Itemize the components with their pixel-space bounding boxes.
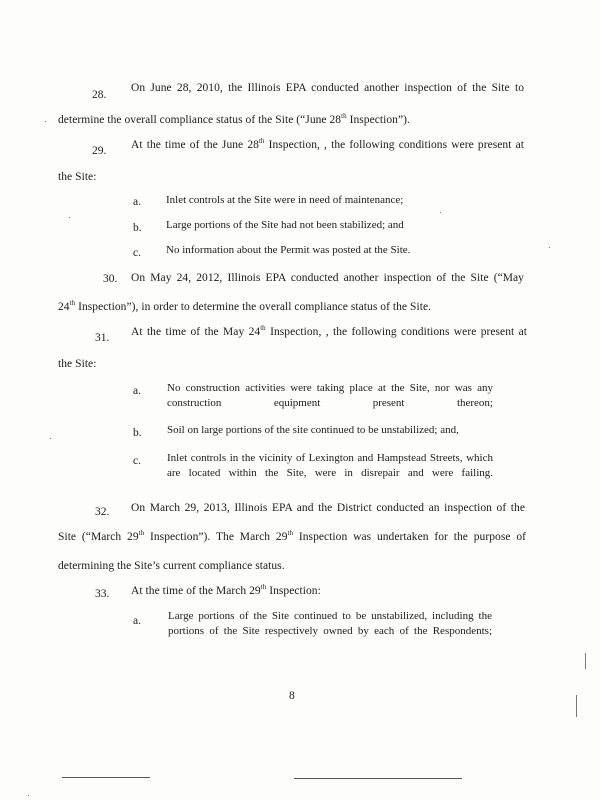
paragraph-29-item-a-text: Inlet controls at the Site were in need of maintenance; bbox=[166, 194, 404, 206]
paragraph-30-line-2: 24th Inspection”), in order to determine the overall compliance status of the Site. bbox=[58, 299, 432, 313]
paragraph-32-line-2: Site (“March 29th Inspection”). The March 29th Inspection was undertaken for the purpose of bbox=[58, 529, 526, 543]
paragraph-number-31: 31. bbox=[95, 332, 110, 344]
footer-rule-left bbox=[62, 777, 150, 778]
scan-speck bbox=[440, 212, 441, 213]
paragraph-31-item-a-letter: a. bbox=[133, 385, 141, 397]
paragraph-number-33: 33. bbox=[95, 588, 110, 600]
paragraph-30-line-1: On May 24, 2012, Illinois EPA conducted another inspection of the Site (“May bbox=[131, 272, 524, 284]
paragraph-29-item-a-letter: a. bbox=[133, 196, 141, 208]
paragraph-number-29: 29. bbox=[92, 145, 107, 157]
paragraph-31-item-c-letter: c. bbox=[133, 455, 141, 467]
paragraph-28-line-1: On June 28, 2010, the Illinois EPA conducted another inspection of the Site to bbox=[131, 82, 524, 94]
paragraph-33-item-a-text: Large portions of the Site continued to be unstabilized, including the portions of the Site respectively owned by each of the Respondents; bbox=[168, 610, 492, 637]
paragraph-29-item-b-text: Large portions of the Site had not been stabilized; and bbox=[166, 219, 404, 231]
paragraph-31-item-b-letter: b. bbox=[133, 427, 142, 439]
paragraph-29-item-b-letter: b. bbox=[133, 222, 142, 234]
scan-speck bbox=[69, 217, 70, 218]
paragraph-number-30: 30. bbox=[103, 273, 118, 285]
footer-rule-right bbox=[294, 778, 462, 779]
paragraph-31-item-a-text: No construction activities were taking place at the Site, nor was any construction equipment present thereon; bbox=[167, 382, 493, 409]
scan-speck bbox=[549, 247, 550, 248]
paragraph-number-32: 32. bbox=[95, 506, 110, 518]
paragraph-32-line-1: On March 29, 2013, Illinois EPA and the District conducted an inspection of the bbox=[131, 502, 525, 514]
paragraph-29-item-c-letter: c. bbox=[133, 247, 141, 259]
scan-speck bbox=[45, 121, 46, 122]
page-number: 8 bbox=[289, 690, 295, 702]
paragraph-29-line-2: the Site: bbox=[58, 171, 97, 183]
paragraph-31-item-b-text: Soil on large portions of the site continued to be unstabilized; and, bbox=[167, 424, 459, 436]
paragraph-29-item-c-text: No information about the Permit was posted at the Site. bbox=[166, 244, 411, 256]
paragraph-32-line-3: determining the Site’s current compliance status. bbox=[58, 560, 285, 572]
paragraph-33-item-a-letter: a. bbox=[133, 615, 141, 627]
paragraph-31-item-c-text: Inlet controls in the vicinity of Lexington and Hampstead Streets, which are located within the Site, were in disrepair and were failing. bbox=[167, 452, 493, 479]
scan-speck bbox=[50, 438, 51, 439]
paragraph-number-28: 28. bbox=[92, 89, 107, 101]
paragraph-29-line-1: At the time of the June 28th Inspection, , the following conditions were present at bbox=[131, 137, 524, 151]
paragraph-28-line-2: determine the overall compliance status of the Site (“June 28th Inspection”). bbox=[58, 112, 410, 126]
scan-speck bbox=[585, 653, 586, 669]
scan-speck bbox=[576, 695, 577, 717]
scan-speck bbox=[28, 795, 29, 796]
paragraph-31-line-1: At the time of the May 24th Inspection, , the following conditions were present at bbox=[131, 324, 527, 338]
paragraph-31-line-2: the Site: bbox=[58, 358, 97, 370]
paragraph-33-line-1: At the time of the March 29th Inspection: bbox=[131, 583, 321, 597]
